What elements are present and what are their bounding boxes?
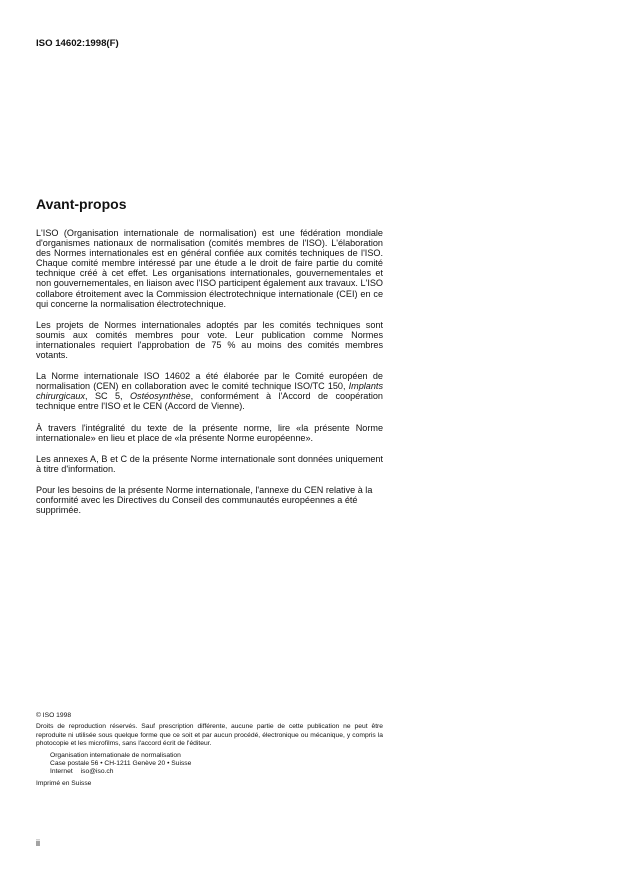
paragraph-2: Les projets de Normes internationales adoptés par les comités techniques sont soumis aux comités membres pour vote. Leur publication comme Normes internationales requiert l'approbation de 75 % au moins des comités membres votants. [36,319,383,361]
publisher-address [50,752,383,777]
subcommittee-name: Ostéosynthèse [129,391,191,402]
paragraph-1: L'ISO (Organisation internationale de normalisation) est une fédération mondiale d'organismes nationaux de normalisation (comités membres de l'ISO). L'élaboration des Normes internationales est en général confiée aux comités techniques de l'ISO. Chaque comité membre intéressé par une étude a le droit de faire partie du comité technique créé à cet effet. Les organisations internationales, gouvernementales et non gouvernementales, en liaison avec l'ISO participent également aux travaux. L'ISO collabore étroitement avec la Commission électrotechnique internationale (CEI) en ce qui concerne la normalisation électrotechnique. [36,228,383,309]
printed-in: Imprimé en Suisse [36,779,92,787]
foreword-body [36,228,383,526]
document-id: ISO 14602:1998(F) [36,38,119,49]
paragraph-6: Pour les besoins de la présente Norme internationale, l'annexe du CEN relative à la conformité avec les Directives du Conseil des communautés européennes a été supprimée. [36,484,373,516]
copyright-notice: Droits de reproduction réservés. Sauf prescription différente, aucune partie de cette publication ne peut être reproduite ni utilisée sous quelque forme que ce soit et par aucun procédé, électronique ou mécanique, y compris la photocopie et les microfilms, sans l'accord écrit de l'éditeur. [36,723,383,748]
paragraph-3-part1: La Norme internationale ISO 14602 a été élaborée par le Comité européen de normalisation (CEN) en collaboration avec le comité technique ISO/TC 150, [36,371,383,392]
committee-name: Implants chirurgicaux [36,381,383,402]
page-number: ii [36,838,40,848]
paragraph-3-part3: , conformément à l'Accord de coopération technique entre l'ISO et le CEN (Accord de Vienne). [36,391,383,412]
paragraph-4: À travers l'intégralité du texte de la présente norme, lire «la présente Norme internationale» en lieu et place de «la présente Norme européenne». [36,422,383,443]
organisation-name: Organisation internationale de normalisation [50,751,181,759]
internet-line [50,768,383,776]
postal-address: Case postale 56 • CH-1211 Genève 20 • Suisse [50,760,192,768]
internet-email[interactable]: iso@iso.ch [80,768,114,776]
copyright-footer [36,712,383,788]
paragraph-5: Les annexes A, B et C de la présente Norme internationale sont données uniquement à titre d'information. [36,453,383,474]
section-title: Avant-propos [36,196,127,212]
paragraph-3 [36,371,383,411]
paragraph-3-part2: , SC 5, [85,391,130,402]
copyright-line: © ISO 1998 [36,712,72,719]
internet-label: Internet [50,768,73,776]
